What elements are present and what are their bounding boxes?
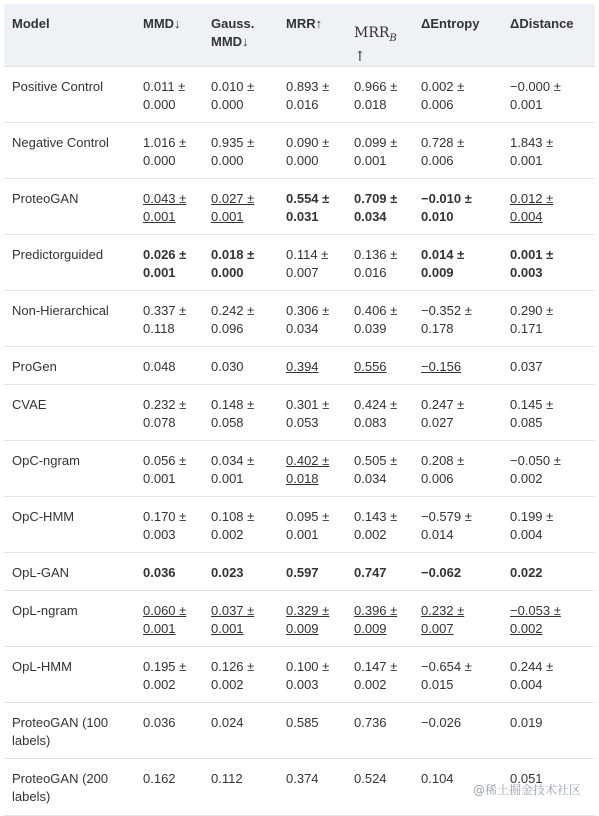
value-text: 0.232 ± 0.078: [143, 396, 187, 430]
value-cell: [203, 646, 278, 702]
value-cell: [502, 384, 595, 440]
value-cell: [502, 290, 595, 346]
value-cell: [346, 346, 413, 384]
value-cell: [203, 702, 278, 758]
value-text: 0.019: [510, 714, 543, 730]
table-row: [4, 234, 595, 290]
value-text: 0.394: [286, 358, 319, 374]
value-cell: [346, 178, 413, 234]
value-cell: [278, 234, 346, 290]
value-text: 0.099 ± 0.001: [354, 134, 398, 168]
value-text: −0.654 ± 0.015: [421, 658, 472, 692]
table-row: [4, 290, 595, 346]
value-text: −0.579 ± 0.014: [421, 508, 472, 542]
table-row: [4, 702, 595, 758]
value-cell: [502, 552, 595, 590]
value-text: 0.023: [211, 564, 244, 580]
value-text: 0.048: [143, 358, 176, 374]
value-text: 0.126 ± 0.002: [211, 658, 255, 692]
value-text: 0.170 ± 0.003: [143, 508, 187, 542]
value-cell: [278, 384, 346, 440]
value-cell: [135, 702, 203, 758]
value-text: −0.062: [421, 564, 462, 580]
value-cell: [135, 66, 203, 122]
value-text: 0.037 ± 0.001: [211, 602, 255, 636]
value-cell: [203, 440, 278, 496]
value-cell: [413, 122, 502, 178]
value-cell: [203, 552, 278, 590]
header-mmd: MMD↓: [135, 4, 203, 66]
value-text: 0.027 ± 0.001: [211, 190, 255, 224]
value-text: 0.051: [510, 770, 543, 786]
value-text: 0.100 ± 0.003: [286, 658, 330, 692]
model-name-cell: Positive Control: [4, 66, 135, 122]
value-cell: [346, 758, 413, 815]
value-text: 1.843 ± 0.001: [510, 134, 554, 168]
value-cell: [278, 122, 346, 178]
table-row: [4, 496, 595, 552]
value-cell: [278, 758, 346, 815]
value-text: 0.145 ± 0.085: [510, 396, 554, 430]
value-cell: [346, 702, 413, 758]
value-cell: [413, 346, 502, 384]
value-cell: [413, 234, 502, 290]
value-cell: [346, 234, 413, 290]
value-cell: [278, 290, 346, 346]
value-cell: [413, 702, 502, 758]
value-text: 0.199 ± 0.004: [510, 508, 554, 542]
value-cell: [203, 346, 278, 384]
value-text: 0.034 ± 0.001: [211, 452, 255, 486]
value-cell: [203, 178, 278, 234]
value-text: 0.195 ± 0.002: [143, 658, 187, 692]
header-delta-distance: ΔDistance: [502, 4, 595, 66]
value-text: 0.208 ± 0.006: [421, 452, 465, 486]
value-text: 0.337 ± 0.118: [143, 302, 187, 336]
value-text: −0.000 ± 0.001: [510, 78, 561, 112]
value-text: 0.935 ± 0.000: [211, 134, 255, 168]
value-text: 0.148 ± 0.058: [211, 396, 255, 430]
value-text: 0.036: [143, 714, 176, 730]
value-text: 0.011 ± 0.000: [143, 78, 186, 112]
value-cell: [413, 552, 502, 590]
model-name-cell: OpL-GAN: [4, 552, 135, 590]
value-text: 0.329 ± 0.009: [286, 602, 330, 636]
value-text: 0.747: [354, 564, 387, 580]
value-text: 0.147 ± 0.002: [354, 658, 398, 692]
value-text: 0.012 ± 0.004: [510, 190, 554, 224]
value-cell: [203, 122, 278, 178]
value-text: 0.162: [143, 770, 176, 786]
value-text: 0.406 ± 0.039: [354, 302, 398, 336]
value-text: 0.242 ± 0.096: [211, 302, 255, 336]
value-text: 0.244 ± 0.004: [510, 658, 554, 692]
value-text: −0.026: [421, 714, 462, 730]
value-cell: [278, 590, 346, 646]
value-text: 0.037: [510, 358, 543, 374]
value-text: 0.232 ± 0.007: [421, 602, 465, 636]
value-cell: [346, 384, 413, 440]
value-cell: [135, 758, 203, 815]
value-cell: [346, 590, 413, 646]
model-name-cell: ProteoGAN: [4, 178, 135, 234]
value-text: 0.095 ± 0.001: [286, 508, 330, 542]
value-cell: [346, 290, 413, 346]
value-text: 0.108 ± 0.002: [211, 508, 255, 542]
model-name-cell: Negative Control: [4, 122, 135, 178]
value-cell: [135, 234, 203, 290]
value-text: 0.026 ± 0.001: [143, 246, 187, 280]
value-cell: [278, 702, 346, 758]
model-name-cell: ProteoGAN (100 labels): [4, 702, 135, 758]
watermark: @稀土掘金技术社区: [472, 783, 581, 797]
value-cell: [502, 590, 595, 646]
value-text: 0.136 ± 0.016: [354, 246, 398, 280]
value-text: 0.090 ± 0.000: [286, 134, 330, 168]
table-row: [4, 384, 595, 440]
value-cell: [346, 646, 413, 702]
model-name-cell: CVAE: [4, 384, 135, 440]
value-text: 0.056 ± 0.001: [143, 452, 187, 486]
value-cell: [413, 384, 502, 440]
table-row: [4, 122, 595, 178]
value-text: 0.112: [211, 770, 243, 786]
table-body: [4, 66, 595, 815]
value-text: 0.597: [286, 564, 319, 580]
value-text: 0.022: [510, 564, 543, 580]
model-name-cell: OpC-ngram: [4, 440, 135, 496]
header-row: [4, 4, 595, 66]
value-cell: [502, 702, 595, 758]
value-cell: [502, 440, 595, 496]
header-gauss-mmd: Gauss. MMD↓: [203, 4, 278, 66]
model-name-cell: OpL-ngram: [4, 590, 135, 646]
value-text: 0.709 ± 0.034: [354, 190, 398, 224]
model-name-cell: Non-Hierarchical: [4, 290, 135, 346]
value-cell: [413, 440, 502, 496]
value-cell: [346, 66, 413, 122]
model-name-cell: ProGen: [4, 346, 135, 384]
value-cell: [413, 590, 502, 646]
table-row: [4, 646, 595, 702]
value-text: 0.396 ± 0.009: [354, 602, 398, 636]
value-text: 0.728 ± 0.006: [421, 134, 465, 168]
value-text: 0.306 ± 0.034: [286, 302, 330, 336]
value-cell: [502, 346, 595, 384]
value-cell: [135, 496, 203, 552]
value-text: 0.554 ± 0.031: [286, 190, 330, 224]
value-cell: [203, 290, 278, 346]
header-mrr-b: $MRR_B$ ↑: [346, 4, 413, 66]
value-text: 0.524: [354, 770, 387, 786]
value-cell: [346, 122, 413, 178]
header-mrr: MRR↑: [278, 4, 346, 66]
value-text: −0.053 ± 0.002: [510, 602, 561, 636]
value-text: 0.104: [421, 770, 454, 786]
table-row: [4, 590, 595, 646]
value-cell: [278, 346, 346, 384]
value-cell: [278, 66, 346, 122]
value-text: 0.736: [354, 714, 387, 730]
value-text: 1.016 ± 0.000: [143, 134, 187, 168]
value-text: 0.014 ± 0.009: [421, 246, 465, 280]
value-text: 0.001 ± 0.003: [510, 246, 554, 280]
value-text: 0.010 ± 0.000: [211, 78, 255, 112]
value-text: 0.374: [286, 770, 319, 786]
value-text: 0.114 ± 0.007: [286, 246, 329, 280]
value-cell: [413, 290, 502, 346]
value-cell: [135, 346, 203, 384]
value-cell: [203, 384, 278, 440]
value-text: 0.030: [211, 358, 244, 374]
value-cell: [502, 66, 595, 122]
value-cell: [135, 122, 203, 178]
table-row: [4, 178, 595, 234]
value-text: 0.424 ± 0.083: [354, 396, 398, 430]
value-cell: [502, 178, 595, 234]
model-name-cell: OpC-HMM: [4, 496, 135, 552]
value-cell: [135, 646, 203, 702]
value-cell: [502, 646, 595, 702]
value-cell: [135, 290, 203, 346]
value-text: 0.290 ± 0.171: [510, 302, 554, 336]
value-text: 0.505 ± 0.034: [354, 452, 398, 486]
value-text: 0.966 ± 0.018: [354, 78, 398, 112]
value-cell: [413, 646, 502, 702]
model-name-cell: ProteoGAN (200 labels): [4, 758, 135, 815]
value-cell: [346, 552, 413, 590]
value-cell: [346, 496, 413, 552]
value-text: 0.143 ± 0.002: [354, 508, 398, 542]
value-cell: [135, 440, 203, 496]
value-text: −0.352 ± 0.178: [421, 302, 472, 336]
value-text: 0.043 ± 0.001: [143, 190, 187, 224]
table-row: [4, 552, 595, 590]
results-table: [4, 4, 595, 816]
table-row: [4, 346, 595, 384]
value-cell: [135, 552, 203, 590]
value-cell: [502, 122, 595, 178]
value-cell: [278, 552, 346, 590]
value-cell: [203, 496, 278, 552]
value-cell: [203, 66, 278, 122]
model-name-cell: OpL-HMM: [4, 646, 135, 702]
value-text: 0.018 ± 0.000: [211, 246, 255, 280]
value-text: 0.556: [354, 358, 387, 374]
value-text: 0.402 ± 0.018: [286, 452, 330, 486]
value-text: 0.060 ± 0.001: [143, 602, 187, 636]
value-cell: [278, 178, 346, 234]
value-cell: [413, 178, 502, 234]
value-text: −0.156: [421, 358, 462, 374]
value-cell: [413, 496, 502, 552]
value-text: 0.301 ± 0.053: [286, 396, 330, 430]
value-cell: [413, 66, 502, 122]
value-cell: [203, 758, 278, 815]
value-cell: [346, 440, 413, 496]
value-text: 0.585: [286, 714, 319, 730]
model-name-cell: Predictorguided: [4, 234, 135, 290]
value-cell: [502, 496, 595, 552]
value-text: 0.024: [211, 714, 244, 730]
table-row: [4, 440, 595, 496]
value-text: 0.247 ± 0.027: [421, 396, 465, 430]
header-delta-entropy: ΔEntropy: [413, 4, 502, 66]
value-cell: [278, 496, 346, 552]
value-cell: [203, 234, 278, 290]
value-cell: [278, 646, 346, 702]
value-text: −0.050 ± 0.002: [510, 452, 561, 486]
value-text: 0.002 ± 0.006: [421, 78, 465, 112]
value-cell: [135, 384, 203, 440]
value-cell: [502, 234, 595, 290]
value-cell: [135, 178, 203, 234]
header-model: Model: [4, 4, 135, 66]
value-text: −0.010 ± 0.010: [421, 190, 472, 224]
value-text: 0.036: [143, 564, 176, 580]
value-cell: [278, 440, 346, 496]
value-cell: [135, 590, 203, 646]
value-text: 0.893 ± 0.016: [286, 78, 330, 112]
value-cell: [203, 590, 278, 646]
table-row: [4, 66, 595, 122]
